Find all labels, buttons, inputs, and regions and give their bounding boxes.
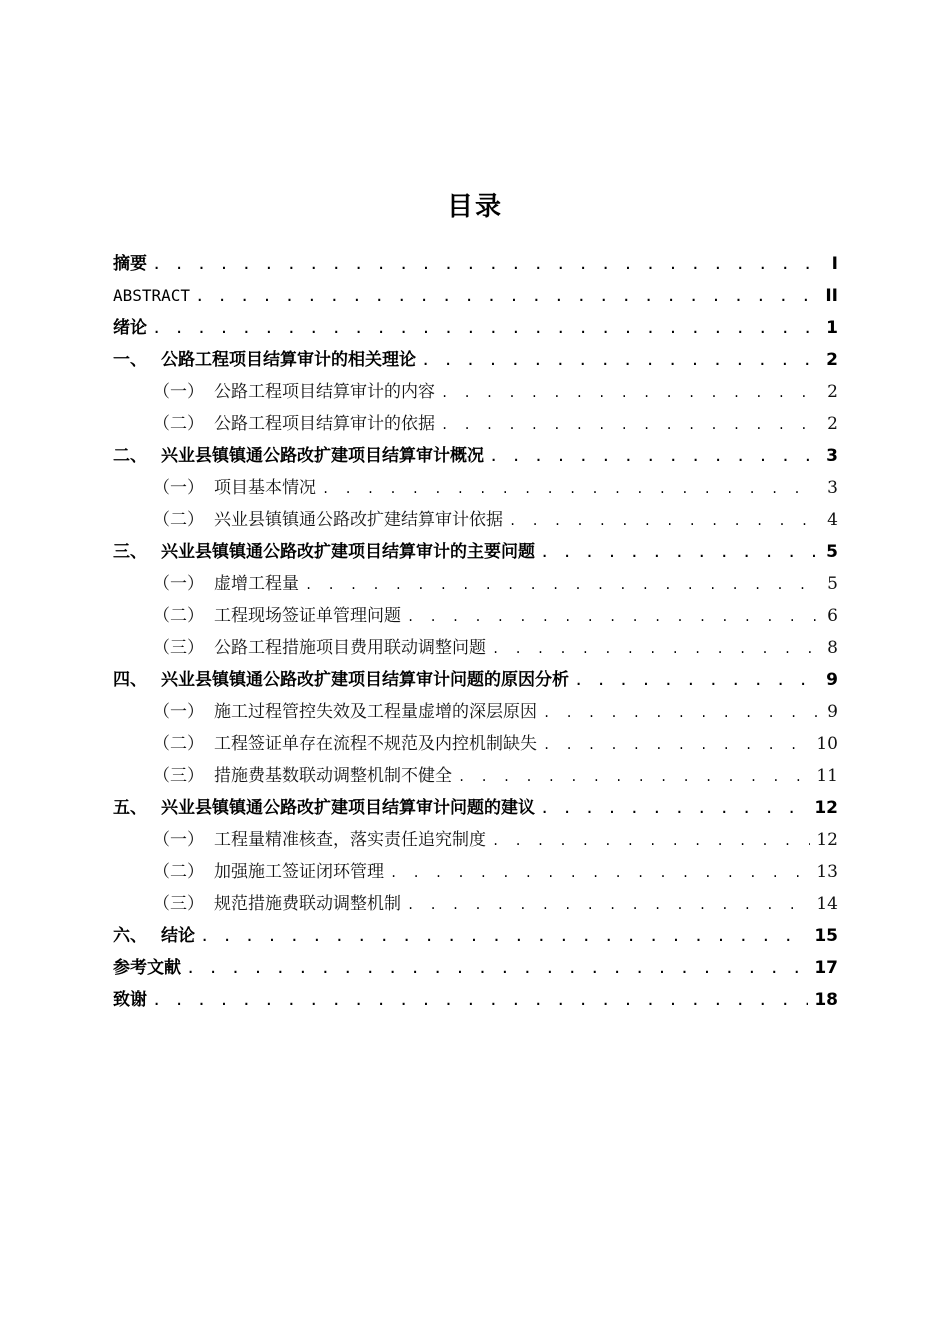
toc-entry-number: （一） <box>153 574 204 594</box>
toc-subentry[interactable] <box>113 632 838 664</box>
toc-entry-text: 致谢 <box>113 990 147 1010</box>
toc-subentry[interactable] <box>113 760 838 792</box>
toc-entry-number: （二） <box>153 734 204 754</box>
toc-entry-text: ABSTRACT <box>113 286 191 305</box>
toc-entry-number: （二） <box>153 606 204 626</box>
toc-entry-text: 施工过程管控失效及工程量虚增的深层原因 <box>214 702 537 722</box>
toc-leader-dots <box>543 729 810 761</box>
toc-entry-text: 加强施工签证闭环管理 <box>214 862 384 882</box>
toc-entry-page: 9 <box>827 702 838 722</box>
toc-entry-text: 兴业县镇镇通公路改扩建结算审计依据 <box>214 510 503 530</box>
toc-entry-text: 规范措施费联动调整机制 <box>214 894 401 914</box>
toc-entry[interactable] <box>113 248 838 280</box>
toc-subentry[interactable] <box>113 888 838 920</box>
toc-entry-text: 项目基本情况 <box>214 478 316 498</box>
toc-subentry[interactable] <box>113 472 838 504</box>
toc-entry-page: 11 <box>816 766 838 786</box>
toc-leader-dots <box>492 633 818 665</box>
toc-entry-text: 兴业县镇镇通公路改扩建项目结算审计的主要问题 <box>161 542 535 562</box>
toc-entry-text: 兴业县镇镇通公路改扩建项目结算审计问题的建议 <box>161 798 535 818</box>
toc-entry-page: 17 <box>814 958 838 978</box>
toc-entry-text: 参考文献 <box>113 958 181 978</box>
toc-leader-dots <box>196 281 818 313</box>
toc-subentry[interactable] <box>113 728 838 760</box>
toc-entry-number: 一、 <box>113 350 147 370</box>
toc-subentry[interactable] <box>113 696 838 728</box>
toc-entry-number: 四、 <box>113 670 147 690</box>
toc-entry-number: 三、 <box>113 542 147 562</box>
toc-leader-dots <box>187 953 808 985</box>
toc-leader-dots <box>441 409 818 441</box>
toc-entry[interactable] <box>113 536 838 568</box>
toc-entry-number: （二） <box>153 510 204 530</box>
toc-entry-text: 公路工程措施项目费用联动调整问题 <box>214 638 486 658</box>
toc-entry-page: 14 <box>816 894 838 914</box>
toc-entry[interactable] <box>113 440 838 472</box>
toc-leader-dots <box>153 313 818 345</box>
toc-leader-dots <box>543 697 818 729</box>
toc-entry-page: 6 <box>827 606 838 626</box>
toc-leader-dots <box>441 377 818 409</box>
toc-entry-page: I <box>831 254 838 274</box>
toc-entry-page: 1 <box>826 318 838 338</box>
toc-entry-page: 13 <box>816 862 838 882</box>
toc-leader-dots <box>390 857 810 889</box>
toc-subentry[interactable] <box>113 824 838 856</box>
toc-leader-dots <box>153 249 818 281</box>
toc-entry-text: 公路工程项目结算审计的内容 <box>214 382 435 402</box>
toc-leader-dots <box>201 921 808 953</box>
toc-entry[interactable] <box>113 280 838 312</box>
toc-entry-page: 2 <box>827 382 838 402</box>
toc-entry-text: 工程现场签证单管理问题 <box>214 606 401 626</box>
toc-entry-page: 5 <box>826 542 838 562</box>
toc-entry-page: 3 <box>826 446 838 466</box>
toc-entry-page: 9 <box>826 670 838 690</box>
toc-entry[interactable] <box>113 984 838 1016</box>
toc-leader-dots <box>541 793 808 825</box>
toc-entry[interactable] <box>113 792 838 824</box>
toc-list <box>113 248 838 1016</box>
toc-leader-dots <box>575 665 818 697</box>
toc-entry-page: 8 <box>827 638 838 658</box>
toc-entry[interactable] <box>113 664 838 696</box>
toc-entry-text: 摘要 <box>113 254 147 274</box>
toc-subentry[interactable] <box>113 408 838 440</box>
toc-subentry[interactable] <box>113 856 838 888</box>
toc-leader-dots <box>422 345 818 377</box>
toc-entry-number: 五、 <box>113 798 147 818</box>
toc-entry-page: 5 <box>827 574 838 594</box>
toc-entry-page: 2 <box>826 350 838 370</box>
toc-entry-text: 兴业县镇镇通公路改扩建项目结算审计概况 <box>161 446 484 466</box>
toc-leader-dots <box>305 569 818 601</box>
toc-entry-number: （三） <box>153 638 204 658</box>
toc-subentry[interactable] <box>113 600 838 632</box>
toc-entry[interactable] <box>113 952 838 984</box>
toc-entry-text: 公路工程项目结算审计的依据 <box>214 414 435 434</box>
toc-entry-number: （三） <box>153 766 204 786</box>
toc-entry-text: 兴业县镇镇通公路改扩建项目结算审计问题的原因分析 <box>161 670 569 690</box>
toc-entry-page: 10 <box>816 734 838 754</box>
toc-entry-page: 15 <box>814 926 838 946</box>
toc-leader-dots <box>509 505 818 537</box>
toc-leader-dots <box>541 537 818 569</box>
toc-entry-text: 公路工程项目结算审计的相关理论 <box>161 350 416 370</box>
toc-entry-number: （一） <box>153 382 204 402</box>
toc-entry-number: 二、 <box>113 446 147 466</box>
toc-entry-page: 2 <box>827 414 838 434</box>
toc-subentry[interactable] <box>113 504 838 536</box>
toc-entry-text: 工程签证单存在流程不规范及内控机制缺失 <box>214 734 537 754</box>
toc-entry[interactable] <box>113 344 838 376</box>
toc-entry-page: 12 <box>814 798 838 818</box>
toc-leader-dots <box>458 761 810 793</box>
toc-entry-number: （一） <box>153 702 204 722</box>
toc-subentry[interactable] <box>113 376 838 408</box>
toc-subentry[interactable] <box>113 568 838 600</box>
toc-entry-number: （三） <box>153 894 204 914</box>
toc-entry-page: 4 <box>827 510 838 530</box>
toc-leader-dots <box>407 889 810 921</box>
toc-entry-number: （二） <box>153 414 204 434</box>
toc-entry-text: 措施费基数联动调整机制不健全 <box>214 766 452 786</box>
toc-entry-number: （一） <box>153 830 204 850</box>
toc-entry-text: 绪论 <box>113 318 147 338</box>
toc-leader-dots <box>490 441 818 473</box>
toc-entry-text: 工程量精准核查，落实责任追究制度 <box>214 830 486 850</box>
toc-leader-dots <box>492 825 810 857</box>
toc-entry[interactable] <box>113 312 838 344</box>
toc-entry-page: 3 <box>827 478 838 498</box>
toc-entry-number: （二） <box>153 862 204 882</box>
toc-leader-dots <box>407 601 818 633</box>
toc-leader-dots <box>322 473 818 505</box>
toc-entry-page: II <box>825 286 838 306</box>
toc-entry-page: 18 <box>814 990 838 1010</box>
toc-entry-number: （一） <box>153 478 204 498</box>
toc-entry-text: 虚增工程量 <box>214 574 299 594</box>
toc-entry-page: 12 <box>816 830 838 850</box>
toc-entry-text: 结论 <box>161 926 195 946</box>
toc-title: 目录 <box>446 192 503 222</box>
toc-leader-dots <box>153 985 808 1017</box>
toc-entry[interactable] <box>113 920 838 952</box>
toc-entry-number: 六、 <box>113 926 147 946</box>
